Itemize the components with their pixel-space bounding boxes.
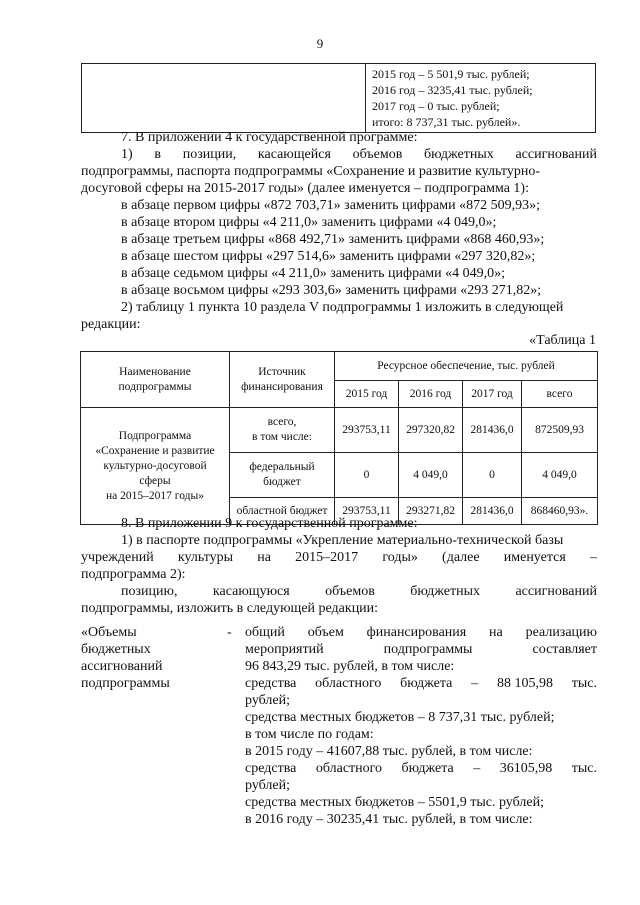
abzac-line: в абзаце втором цифры «4 211,0» заменить цифрами «4 049,0»; <box>121 215 497 230</box>
value-cell: 0 <box>463 453 522 498</box>
top-table-empty-cell <box>82 64 366 133</box>
source-cell: областной бюджет <box>230 498 335 525</box>
top-table-line: 2016 год – 3235,41 тыс. рублей; <box>372 83 533 97</box>
value-cell: 297320,82 <box>399 408 463 453</box>
header-resource: Ресурсное обеспечение, тыс. рублей <box>335 352 598 381</box>
value-cell: 281436,0 <box>463 498 522 525</box>
value-cell: 4 049,0 <box>399 453 463 498</box>
value-cell: 872509,93 <box>522 408 598 453</box>
volumes-l4: средства областного бюджета – 88 105,98 тыс. <box>245 676 597 691</box>
para8-item1-line3: подпрограмма 2): <box>81 567 186 582</box>
resource-table <box>80 351 598 525</box>
volumes-l9: средства областного бюджета – 36105,98 тыс. <box>245 761 597 776</box>
abzac-line: в абзаце восьмом цифры «293 303,6» заменить цифрами «293 271,82»; <box>121 283 542 298</box>
volumes-l3: 96 843,29 тыс. рублей, в том числе: <box>245 659 455 674</box>
abzac-line: в абзаце первом цифры «872 703,71» заменить цифрами «872 509,93»; <box>121 198 540 213</box>
source-cell: федеральный бюджет <box>230 453 335 498</box>
volumes-dash: - <box>227 625 232 640</box>
value-cell: 4 049,0 <box>522 453 598 498</box>
para8-pos-line1: позицию, касающуюся объемов бюджетных ассигнований <box>121 584 597 599</box>
volumes-label: «Объемы бюджетных ассигнований подпрограммы <box>81 625 170 691</box>
header-name: Наименование подпрограммы <box>81 352 230 408</box>
table-ref: «Таблица 1 <box>529 333 596 348</box>
para7-heading: 7. В приложении 4 к государственной программе: <box>121 130 418 145</box>
para7-item1-line2: подпрограммы, паспорта подпрограммы «Сохранение и развитие культурно- <box>81 164 540 179</box>
value-cell: 293271,82 <box>399 498 463 525</box>
header-year: 2015 год <box>335 381 399 408</box>
page-number: 9 <box>316 36 324 51</box>
para7-item2-line1: 2) таблицу 1 пункта 10 раздела V подпрограммы 1 изложить в следующей <box>121 300 564 315</box>
volumes-l1: общий объем финансирования на реализацию <box>245 625 597 640</box>
volumes-l6: средства местных бюджетов – 8 737,31 тыс. рублей; <box>245 710 555 725</box>
header-source: Источник финансирования <box>230 352 335 408</box>
volumes-l12: в 2016 году – 30235,41 тыс. рублей, в том числе: <box>245 812 533 827</box>
program-name-cell: Подпрограмма «Сохранение и развитие культурно-досуговой сферы на 2015–2017 годы» <box>81 408 230 525</box>
para7-item2-line2: редакции: <box>81 317 141 332</box>
para7-item1-line3: досуговой сферы на 2015-2017 годы» (далее именуется – подпрограмма 1): <box>81 181 529 196</box>
volumes-l7: в том числе по годам: <box>245 727 374 742</box>
para8-item1-line2: учреждений культуры на 2015–2017 годы» (далее именуется – <box>81 550 597 565</box>
top-table <box>81 63 596 133</box>
volumes-l5: рублей; <box>245 693 290 708</box>
abzac-line: в абзаце седьмом цифры «4 211,0» заменить цифрами «4 049,0»; <box>121 266 506 281</box>
para7-item1-line1: 1) в позиции, касающейся объемов бюджетных ассигнований <box>121 147 597 162</box>
value-cell: 293753,11 <box>335 498 399 525</box>
para8-item1-line1: 1) в паспорте подпрограммы «Укрепление материально-технической базы <box>121 533 564 548</box>
volumes-l8: в 2015 году – 41607,88 тыс. рублей, в том числе: <box>245 744 533 759</box>
top-table-line: 2017 год – 0 тыс. рублей; <box>372 99 500 113</box>
top-table-values-cell <box>366 64 596 133</box>
abzac-line: в абзаце третьем цифры «868 492,71» заменить цифрами «868 460,93»; <box>121 232 545 247</box>
top-table-line: 2015 год – 5 501,9 тыс. рублей; <box>372 67 530 81</box>
header-total: всего <box>522 381 598 408</box>
value-cell: 868460,93». <box>522 498 598 525</box>
header-year: 2017 год <box>463 381 522 408</box>
value-cell: 293753,11 <box>335 408 399 453</box>
value-cell: 281436,0 <box>463 408 522 453</box>
para8-pos-line2: подпрограммы, изложить в следующей редакции: <box>81 601 379 616</box>
value-cell: 0 <box>335 453 399 498</box>
volumes-l10: рублей; <box>245 778 290 793</box>
abzac-line: в абзаце шестом цифры «297 514,6» заменить цифрами «297 320,82»; <box>121 249 536 264</box>
volumes-l2: мероприятий подпрограммы составляет <box>245 642 597 657</box>
volumes-l11: средства местных бюджетов – 5501,9 тыс. рублей; <box>245 795 544 810</box>
para8-heading: 8. В приложении 9 к государственной программе: <box>121 516 418 531</box>
header-year: 2016 год <box>399 381 463 408</box>
source-cell: всего, в том числе: <box>230 408 335 453</box>
top-table-line: итого: 8 737,31 тыс. рублей». <box>372 115 521 129</box>
